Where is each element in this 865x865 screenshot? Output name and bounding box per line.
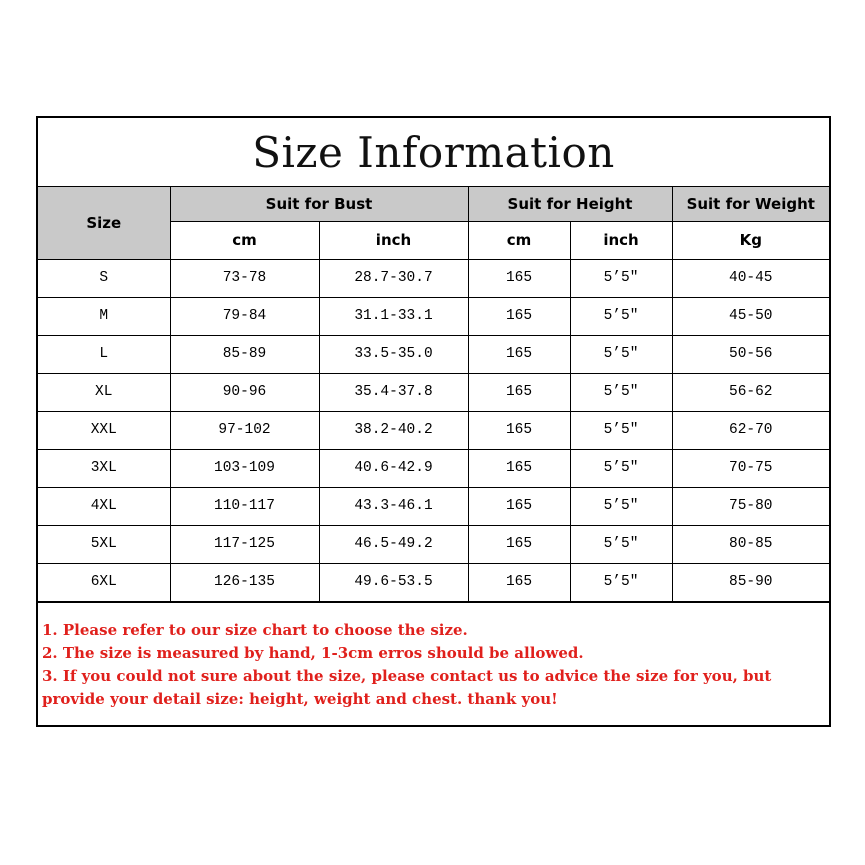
bust-cm-cell: 110-117 xyxy=(170,487,319,525)
height-cm-cell: 165 xyxy=(468,259,570,297)
height-cm-cell: 165 xyxy=(468,525,570,563)
table-row xyxy=(38,449,829,487)
size-cell: M xyxy=(38,297,170,335)
table-row xyxy=(38,411,829,449)
height-inch-cell: 5’5″ xyxy=(570,449,672,487)
page-title: Size Information xyxy=(38,118,829,187)
weight-kg-cell: 75-80 xyxy=(672,487,829,525)
height-inch-unit: inch xyxy=(570,221,672,259)
bust-inch-cell: 40.6-42.9 xyxy=(319,449,468,487)
bust-inch-cell: 49.6-53.5 xyxy=(319,563,468,601)
bust-header: Suit for Bust xyxy=(170,187,468,221)
size-cell: XXL xyxy=(38,411,170,449)
bust-cm-cell: 97-102 xyxy=(170,411,319,449)
size-cell: S xyxy=(38,259,170,297)
height-cm-cell: 165 xyxy=(468,335,570,373)
size-cell: XL xyxy=(38,373,170,411)
weight-kg-cell: 85-90 xyxy=(672,563,829,601)
height-cm-cell: 165 xyxy=(468,563,570,601)
weight-header: Suit for Weight xyxy=(672,187,829,221)
height-inch-cell: 5’5″ xyxy=(570,335,672,373)
bust-inch-cell: 46.5-49.2 xyxy=(319,525,468,563)
weight-kg-cell: 50-56 xyxy=(672,335,829,373)
height-cm-cell: 165 xyxy=(468,297,570,335)
bust-cm-cell: 117-125 xyxy=(170,525,319,563)
bust-cm-cell: 79-84 xyxy=(170,297,319,335)
height-cm-cell: 165 xyxy=(468,373,570,411)
weight-kg-cell: 80-85 xyxy=(672,525,829,563)
table-row xyxy=(38,335,829,373)
height-inch-cell: 5’5″ xyxy=(570,297,672,335)
note-2: 2. The size is measured by hand, 1-3cm erros should be allowed. xyxy=(42,643,584,662)
size-header: Size xyxy=(38,187,170,259)
height-cm-unit: cm xyxy=(468,221,570,259)
note-3: 3. If you could not sure about the size, please contact us to advice the size for you, but provide your detail size: height, weight and chest. thank you! xyxy=(42,666,772,708)
bust-inch-cell: 28.7-30.7 xyxy=(319,259,468,297)
height-cm-cell: 165 xyxy=(468,449,570,487)
weight-kg-unit: Kg xyxy=(672,221,829,259)
bust-cm-cell: 103-109 xyxy=(170,449,319,487)
height-inch-cell: 5’5″ xyxy=(570,259,672,297)
bust-cm-cell: 85-89 xyxy=(170,335,319,373)
size-cell: 5XL xyxy=(38,525,170,563)
height-inch-cell: 5’5″ xyxy=(570,525,672,563)
size-rows xyxy=(38,259,829,601)
height-cm-cell: 165 xyxy=(468,487,570,525)
height-inch-cell: 5’5″ xyxy=(570,411,672,449)
size-cell: 6XL xyxy=(38,563,170,601)
height-cm-cell: 165 xyxy=(468,411,570,449)
notes xyxy=(38,602,829,711)
weight-kg-cell: 56-62 xyxy=(672,373,829,411)
bust-inch-cell: 35.4-37.8 xyxy=(319,373,468,411)
weight-kg-cell: 62-70 xyxy=(672,411,829,449)
bust-cm-cell: 73-78 xyxy=(170,259,319,297)
table-row xyxy=(38,259,829,297)
weight-kg-cell: 40-45 xyxy=(672,259,829,297)
size-table xyxy=(38,187,829,602)
note-1: 1. Please refer to our size chart to choose the size. xyxy=(42,620,468,639)
bust-inch-cell: 33.5-35.0 xyxy=(319,335,468,373)
weight-kg-cell: 70-75 xyxy=(672,449,829,487)
size-cell: 3XL xyxy=(38,449,170,487)
height-inch-cell: 5’5″ xyxy=(570,563,672,601)
table-row xyxy=(38,297,829,335)
height-inch-cell: 5’5″ xyxy=(570,487,672,525)
bust-cm-unit: cm xyxy=(170,221,319,259)
table-row xyxy=(38,487,829,525)
bust-inch-cell: 31.1-33.1 xyxy=(319,297,468,335)
header-row xyxy=(38,187,829,221)
height-header: Suit for Height xyxy=(468,187,672,221)
bust-inch-cell: 38.2-40.2 xyxy=(319,411,468,449)
bust-inch-cell: 43.3-46.1 xyxy=(319,487,468,525)
height-inch-cell: 5’5″ xyxy=(570,373,672,411)
table-row xyxy=(38,373,829,411)
weight-kg-cell: 45-50 xyxy=(672,297,829,335)
bust-cm-cell: 126-135 xyxy=(170,563,319,601)
table-row xyxy=(38,563,829,601)
size-cell: 4XL xyxy=(38,487,170,525)
bust-inch-unit: inch xyxy=(319,221,468,259)
bust-cm-cell: 90-96 xyxy=(170,373,319,411)
table-row xyxy=(38,525,829,563)
size-cell: L xyxy=(38,335,170,373)
size-chart xyxy=(36,116,831,727)
